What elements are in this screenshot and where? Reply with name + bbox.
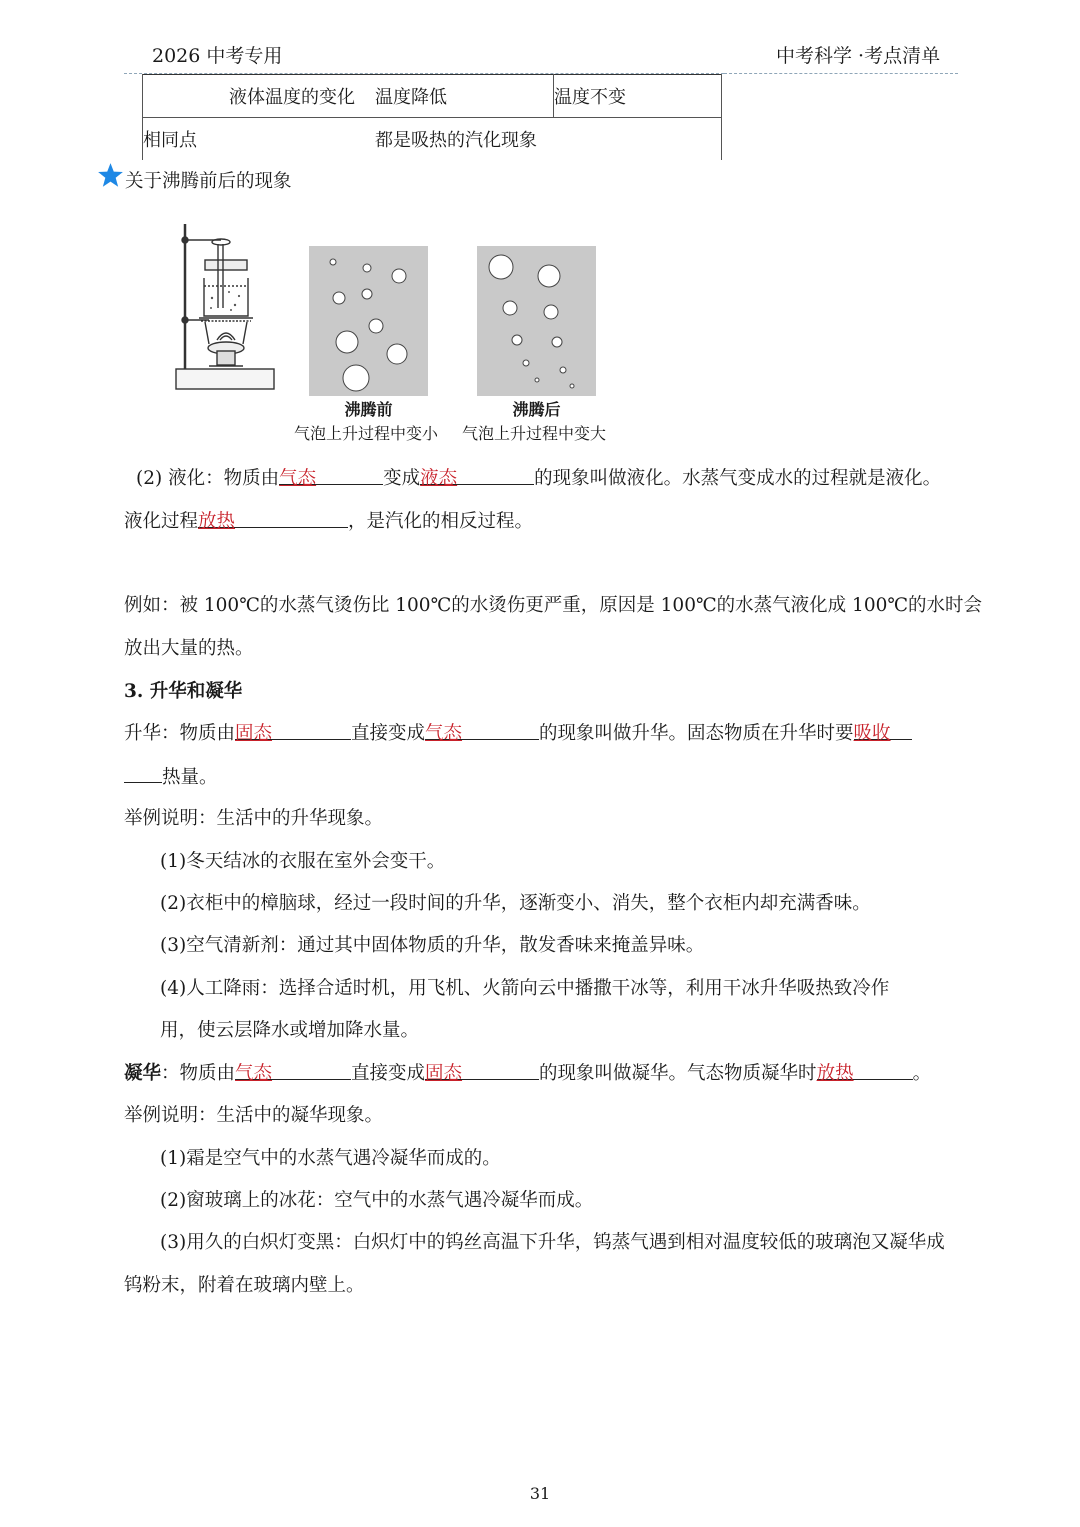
bubbles-after-figure (477, 246, 596, 396)
example-line-2: 放出大量的热。 (124, 638, 254, 659)
list-item: (3)用久的白炽灯变黑：白炽灯中的钨丝高温下升华，钨蒸气遇到相对温度较低的玻璃泡又凝华成 (160, 1232, 945, 1253)
list-item: (2)窗玻璃上的冰花：空气中的水蒸气遇冷凝华而成。 (160, 1190, 594, 1211)
liquefaction-line-1: (2) 液化：物质由气态 变成液态 的现象叫做液化。水蒸气变成水的过程就是液化。 (136, 468, 942, 489)
bubbles-before-panel (309, 246, 428, 396)
after-caption-desc: 气泡上升过程中变大 (461, 424, 606, 443)
answer-solid-2: 固态 (425, 1063, 463, 1084)
answer-gas: 气态 (279, 468, 317, 489)
list-item: (1)霜是空气中的水蒸气遇冷凝华而成的。 (160, 1148, 501, 1169)
same-point-cell: 都是吸热的汽化现象 (375, 118, 722, 161)
bubbles-after-panel (477, 246, 596, 396)
deposition-line-1: 凝华：物质由气态 直接变成固态 的现象叫做凝华。气态物质凝华时放热 。 (124, 1063, 932, 1084)
row-label-temp: 液体温度的变化 (229, 87, 355, 108)
star-icon (97, 162, 124, 189)
answer-gas-3: 气态 (235, 1063, 273, 1084)
table-row (143, 118, 722, 161)
header-rule-right (724, 73, 958, 74)
after-caption-title: 沸腾后 (512, 400, 561, 419)
table-row (143, 75, 722, 118)
row-label-same: 相同点 (143, 118, 376, 161)
answer-solid: 固态 (235, 723, 273, 744)
answer-gas-2: 气态 (425, 723, 463, 744)
list-item: (4)人工降雨：选择合适时机，用飞机、火箭向云中播撒干冰等，利用干冰升华吸热致冷作 (160, 978, 890, 999)
list-item: 用，使云层降水或增加降水量。 (160, 1020, 420, 1041)
header-right: 中考科学 ·考点清单 (776, 45, 941, 67)
answer-release-heat-2: 放热 (816, 1063, 854, 1084)
list-item: 钨粉末，附着在玻璃内壁上。 (124, 1275, 365, 1296)
list-item: (1)冬天结冰的衣服在室外会变干。 (160, 851, 446, 872)
page-number: 31 (529, 1484, 551, 1503)
list-item: (3)空气清新剂：通过其中固体物质的升华，散发香味来掩盖异味。 (160, 935, 705, 956)
sublimation-line-2: 热量。 (124, 764, 218, 791)
list-item: (2)衣柜中的樟脑球，经过一段时间的升华，逐渐变小、消失，整个衣柜内却充满香味。 (160, 893, 871, 914)
example-line-1: 例如：被 100℃的水蒸气烫伤比 100℃的水烫伤更严重，原因是 100℃的水蒸气液化成 100℃的水时会 (124, 595, 983, 616)
evap-temp-cell: 温度不变 (554, 75, 722, 118)
comparison-table (142, 74, 722, 160)
bubbles-before-figure (309, 246, 428, 396)
before-caption-desc: 气泡上升过程中变小 (293, 424, 438, 443)
boiling-apparatus-figure (165, 220, 280, 392)
liquefaction-line-2: 液化过程放热 ，是汽化的相反过程。 (124, 511, 534, 532)
sublimation-line-1: 升华：物质由固态 直接变成气态 的现象叫做升华。固态物质在升华时要吸收 (124, 721, 912, 747)
boil-temp-cell: 温度降低 (375, 87, 447, 108)
header-left: 2026 中考专用 (152, 45, 283, 67)
before-caption-title: 沸腾前 (344, 400, 393, 419)
answer-release-heat: 放热 (198, 511, 236, 532)
deposition-intro: 举例说明：生活中的凝华现象。 (124, 1105, 384, 1126)
section3-title: 3. 升华和凝华 (124, 681, 243, 702)
answer-liquid: 液态 (420, 468, 458, 489)
boil-section-title: 关于沸腾前后的现象 (125, 171, 292, 192)
answer-absorb: 吸收 (853, 723, 891, 744)
sublimation-intro: 举例说明：生活中的升华现象。 (124, 808, 384, 829)
